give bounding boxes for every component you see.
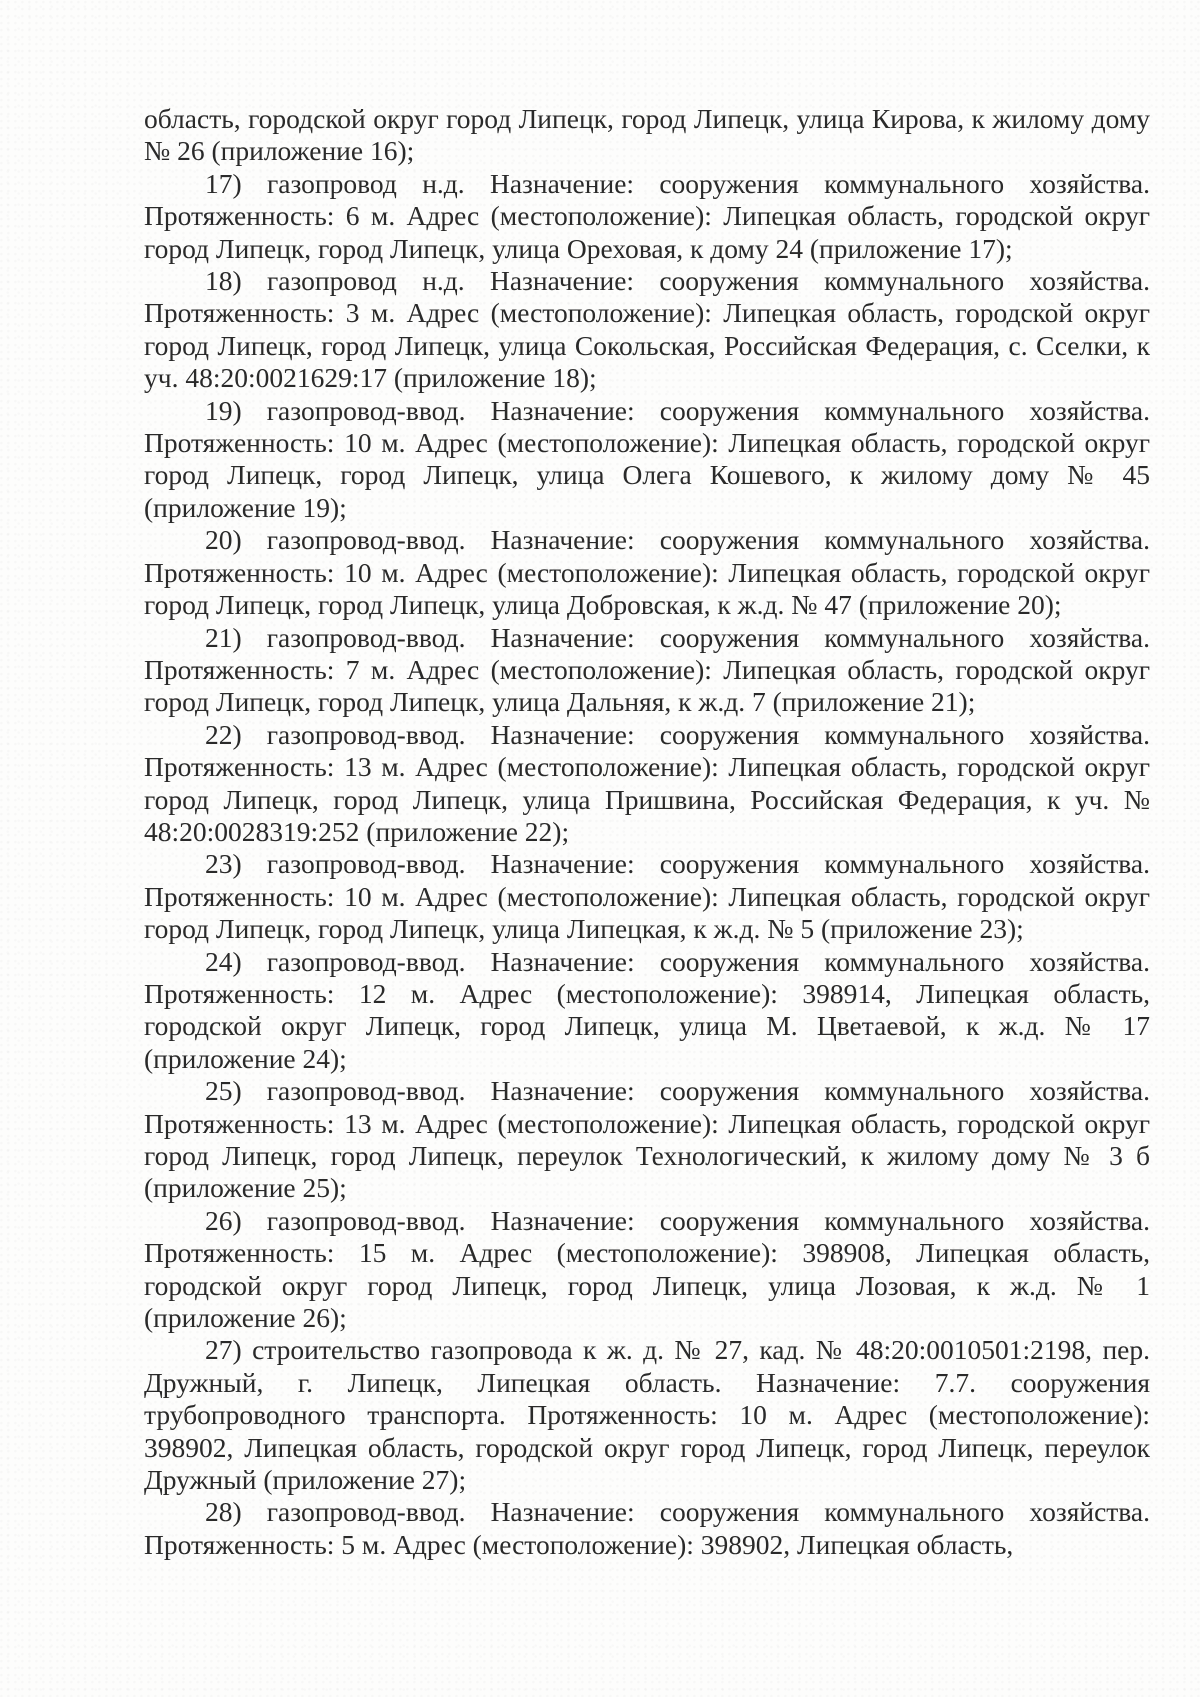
paragraph-item-22: 22) газопровод-ввод. Назначение: сооружения коммунального хозяйства. Протяженность: 13 м. Адрес (местоположение): Липецкая область, городской округ город Липецк, город Липецк, улица Пришвина, Российская Федерация, к уч. № 48:20:0028319:252 (приложение 22); [144,718,1150,847]
paragraph-item-23: 23) газопровод-ввод. Назначение: сооружения коммунального хозяйства. Протяженность: 10 м. Адрес (местоположение): Липецкая область, городской округ город Липецк, город Липецк, улица Липецкая, к ж.д. № 5 (приложение 23); [144,848,1150,945]
paragraph-item-17: 17) газопровод н.д. Назначение: сооружения коммунального хозяйства. Протяженность: 6 м. Адрес (местоположение): Липецкая область, городской округ город Липецк, город Липецк, улица Ореховая, к дому 24 (приложение 17); [144,167,1150,264]
paragraph-item-25: 25) газопровод-ввод. Назначение: сооружения коммунального хозяйства. Протяженность: 13 м. Адрес (местоположение): Липецкая область, городской округ город Липецк, город Липецк, переулок Технологический, к жилому дому № 3 б (приложение 25); [144,1075,1150,1204]
paragraph-item-24: 24) газопровод-ввод. Назначение: сооружения коммунального хозяйства. Протяженность: 12 м. Адрес (местоположение): 398914, Липецкая область, городской округ Липецк, город Липецк, улица М. Цветаевой, к ж.д. № 17 (приложение 24); [144,945,1150,1074]
paragraph-item-26: 26) газопровод-ввод. Назначение: сооружения коммунального хозяйства. Протяженность: 15 м. Адрес (местоположение): 398908, Липецкая область, городской округ город Липецк, город Липецк, улица Лозовая, к ж.д. № 1 (приложение 26); [144,1204,1150,1334]
paragraph-item-28: 28) газопровод-ввод. Назначение: сооружения коммунального хозяйства. Протяженность: 5 м. Адрес (местоположение): 398902, Липецкая область, [144,1496,1150,1560]
paragraph-item-27: 27) строительство газопровода к ж. д. № 27, кад. № 48:20:0010501:2198, пер. Дружный, г. Липецк, Липецкая область. Назначение: 7.7. сооружения трубопроводного транспорта. Протяженность: 10 м. Адрес (местоположение): 398902, Липецкая область, городской округ город Липецк, город Липецк, переулок Дружный (приложение 27); [144,1334,1150,1496]
document-body [144,103,1150,1561]
paragraph-item-19: 19) газопровод-ввод. Назначение: сооружения коммунального хозяйства. Протяженность: 10 м. Адрес (местоположение): Липецкая область, городской округ город Липецк, город Липецк, улица Олега Кошевого, к жилому дому № 45 (приложение 19); [144,394,1150,523]
paragraph-continuation-16: область, городской округ город Липецк, город Липецк, улица Кирова, к жилому дому № 26 (приложение 16); [144,103,1150,167]
paragraph-item-18: 18) газопровод н.д. Назначение: сооружения коммунального хозяйства. Протяженность: 3 м. Адрес (местоположение): Липецкая область, городской округ город Липецк, город Липецк, улица Сокольская, Российская Федерация, с. Сселки, к уч. 48:20:0021629:17 (приложение 18); [144,265,1150,394]
paragraph-item-21: 21) газопровод-ввод. Назначение: сооружения коммунального хозяйства. Протяженность: 7 м. Адрес (местоположение): Липецкая область, городской округ город Липецк, город Липецк, улица Дальняя, к ж.д. 7 (приложение 21); [144,621,1150,718]
paragraph-item-20: 20) газопровод-ввод. Назначение: сооружения коммунального хозяйства. Протяженность: 10 м. Адрес (местоположение): Липецкая область, городской округ город Липецк, город Липецк, улица Добровская, к ж.д. № 47 (приложение 20); [144,524,1150,621]
